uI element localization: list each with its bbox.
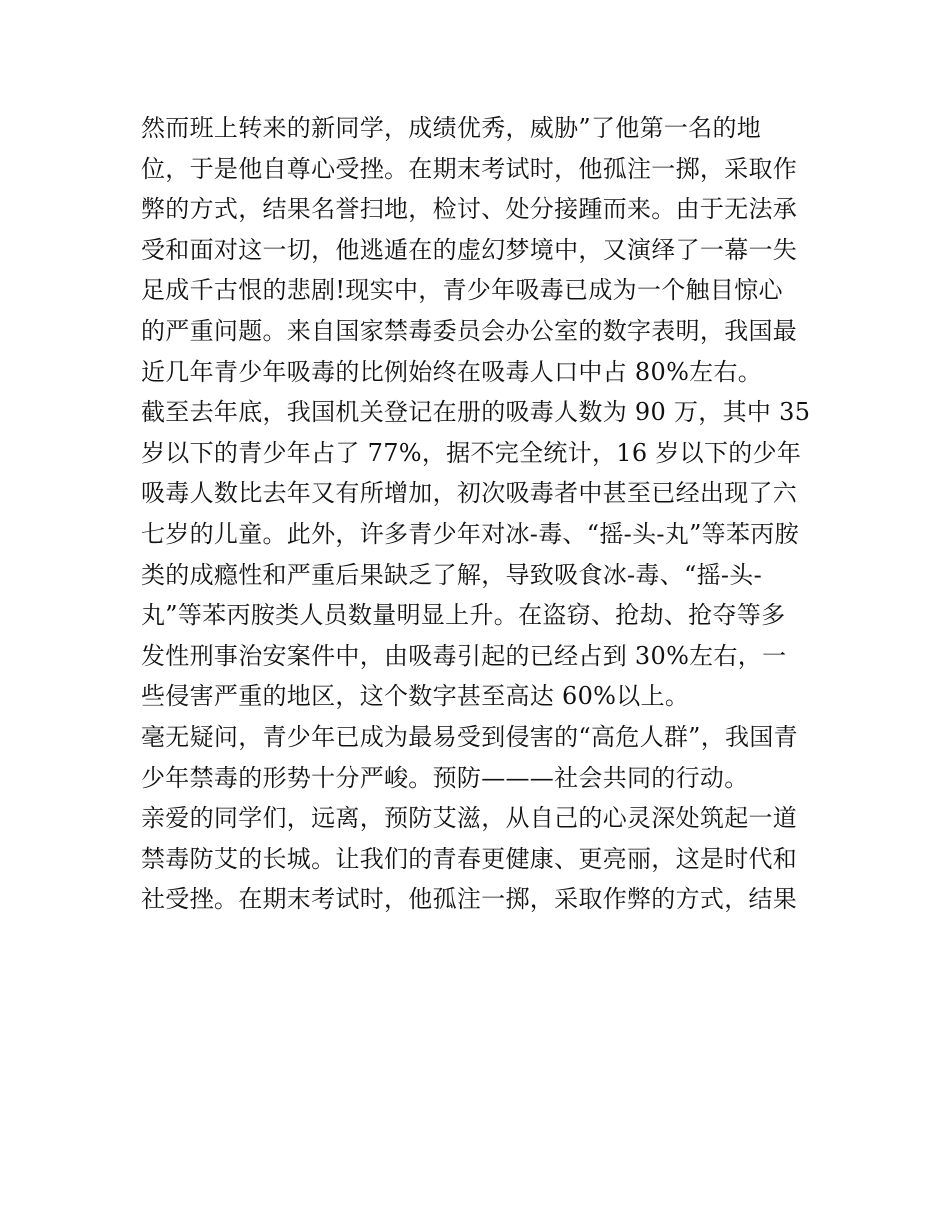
text-line: 弊的方式，结果名誉扫地，检讨、处分接踵而来。由于无法承 <box>141 195 798 224</box>
text-line: 近几年青少年吸毒的比例始终在吸毒人口中占 80%左右。 <box>141 357 763 386</box>
text-line: 受和面对这一切，他逃遁在的虚幻梦境中，又演绎了一幕一失 <box>141 235 798 264</box>
text-line: 亲爱的同学们，远离，预防艾滋，从自己的心灵深处筑起一道 <box>141 804 798 833</box>
text-line: 禁毒防艾的长城。让我们的青春更健康、更亮丽，这是时代和 <box>141 844 798 873</box>
text-line: 类的成瘾性和严重后果缺乏了解，导致吸食冰-毒、“摇-头- <box>141 560 762 589</box>
text-line: 吸毒人数比去年又有所增加，初次吸毒者中甚至已经出现了六 <box>141 479 798 508</box>
text-line: 社受挫。在期末考试时，他孤注一掷，采取作弊的方式，结果 <box>141 885 798 914</box>
text-line: 少年禁毒的形势十分严峻。预防———社会共同的行动。 <box>141 763 749 792</box>
text-line: 七岁的儿童。此外，许多青少年对冰-毒、“摇-头-丸”等苯丙胺 <box>141 519 799 548</box>
text-line: 截至去年底，我国机关登记在册的吸毒人数为 90 万，其中 35 <box>141 398 811 427</box>
text-line: 岁以下的青少年占了 77%，据不完全统计，16 岁以下的少年 <box>141 438 802 467</box>
body-text <box>141 108 831 920</box>
text-line: 的严重问题。来自国家禁毒委员会办公室的数字表明，我国最 <box>141 316 798 345</box>
text-line: 足成千古恨的悲剧!现实中，青少年吸毒已成为一个触目惊心 <box>141 276 783 305</box>
text-line: 毫无疑问，青少年已成为最易受到侵害的“高危人群”，我国青 <box>141 722 798 751</box>
text-line: 丸”等苯丙胺类人员数量明显上升。在盗窃、抢劫、抢夺等多 <box>141 601 786 630</box>
text-line: 然而班上转来的新同学，成绩优秀，威胁”了他第一名的地 <box>141 114 762 142</box>
text-line: 位，于是他自尊心受挫。在期末考试时，他孤注一掷，采取作 <box>141 154 798 183</box>
text-line: 些侵害严重的地区，这个数字甚至高达 60%以上。 <box>141 682 690 711</box>
text-line: 发性刑事治安案件中，由吸毒引起的已经占到 30%左右，一 <box>141 641 787 670</box>
